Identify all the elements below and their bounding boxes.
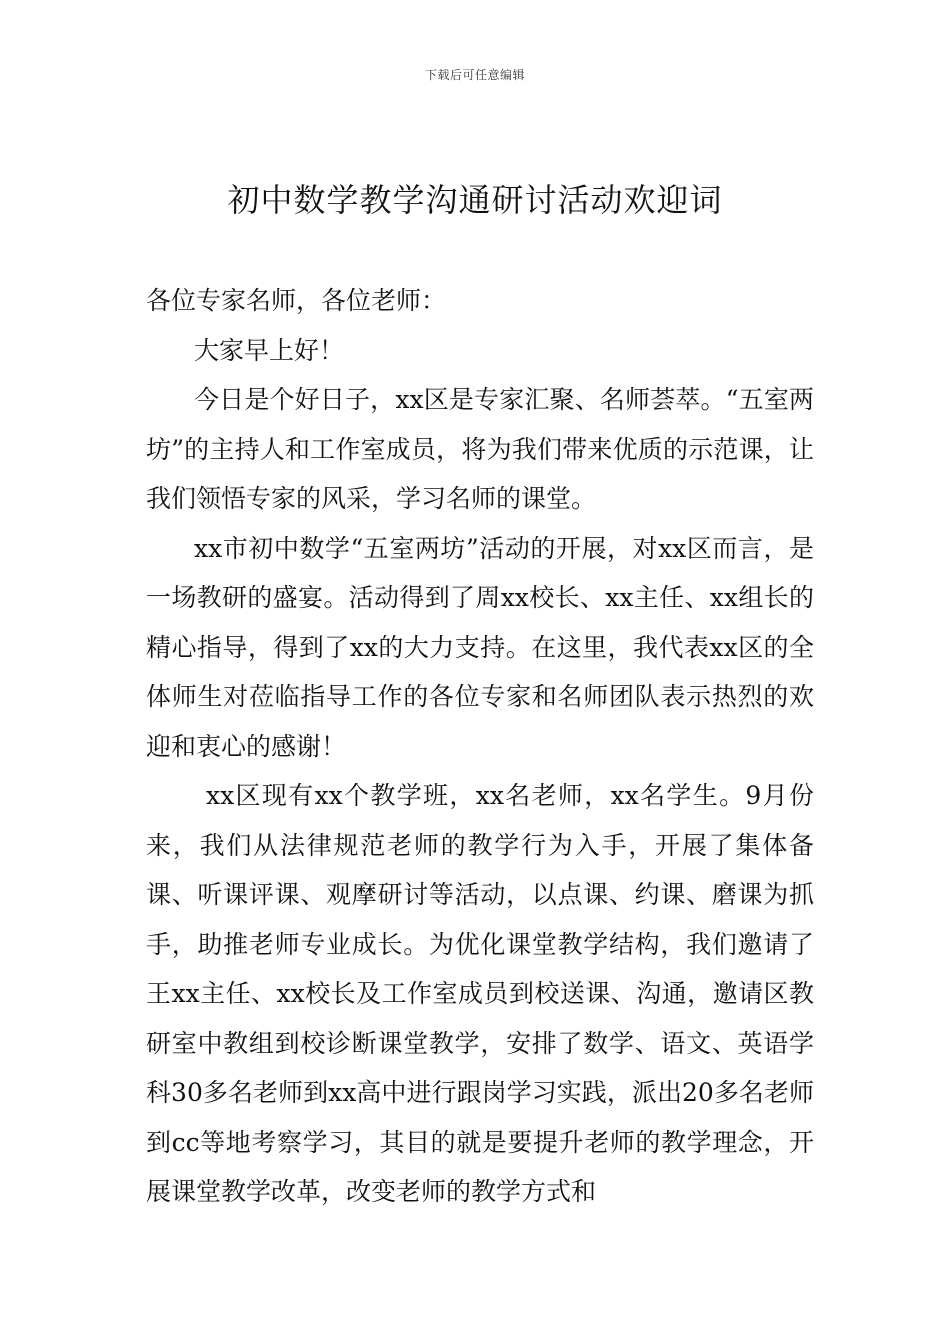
paragraph-3: xx区现有xx个教学班，xx名老师，xx名学生。9月份来，我们从法律规范老师的教学行为入手，开展了集体备课、听课评课、观摩研讨等活动，以点课、约课、磨课为抓手，助推老师专业成长。为优化课堂教学结构，我们邀请了王xx主任、xx校长及工作室成员到校送课、沟通，邀请区教研室中教组到校诊断课堂教学，安排了数学、语文、英语学科30多名老师到xx高中进行跟岗学习实践，派出20多名老师到cc等地考察学习，其目的就是要提升老师的教学理念，开展课堂教学改革，改变老师的教学方式和 <box>146 781 814 1206</box>
paragraph-1: 今日是个好日子，xx区是专家汇聚、名师荟萃。“五室两坊”的主持人和工作室成员，将为我们带来优质的示范课，让我们领悟专家的风采，学习名师的课堂。 <box>146 385 814 513</box>
document-title: 初中数学教学沟通研讨活动欢迎词 <box>227 181 723 219</box>
document-body <box>146 276 814 1217</box>
paragraph-2: xx市初中数学“五室两坊”活动的开展，对xx区而言，是一场教研的盛宴。活动得到了周xx校长、xx主任、xx组长的精心指导，得到了xx的大力支持。在这里，我代表xx区的全体师生对莅临指导工作的各位专家和名师团队表示热烈的欢迎和衷心的感谢！ <box>146 533 814 761</box>
greeting: 大家早上好！ <box>194 335 345 365</box>
download-note: 下载后可任意编辑 <box>424 68 525 82</box>
salutation: 各位专家名师，各位老师： <box>146 286 447 315</box>
